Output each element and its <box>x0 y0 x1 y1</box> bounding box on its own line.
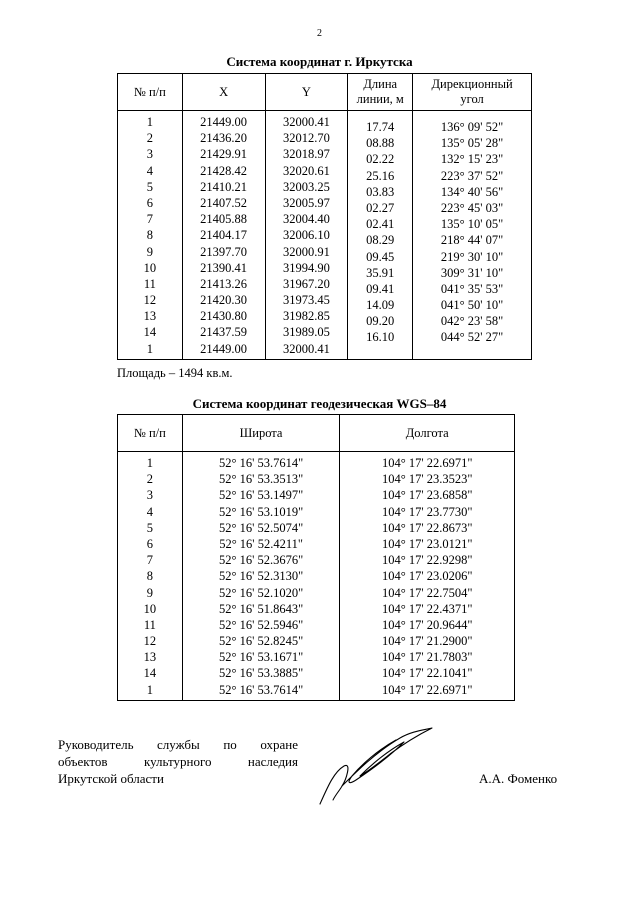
col-lon <box>340 452 515 701</box>
cell-value: 52° 16' 52.5074" <box>218 520 304 535</box>
cell-value: 2 <box>146 131 153 146</box>
cell-value: 52° 16' 53.3513" <box>218 472 304 487</box>
cell-value: 52° 16' 53.1671" <box>218 650 304 665</box>
col-x <box>182 111 265 360</box>
cell-value: 104° 17' 23.0206" <box>381 569 473 584</box>
cell-value: 3 <box>146 488 153 503</box>
col-y <box>265 111 348 360</box>
cell-value: 9 <box>146 244 153 259</box>
cell-value: 5 <box>146 179 153 194</box>
cell-value: 223° 45' 03" <box>440 200 504 215</box>
table2-header-row <box>118 415 515 452</box>
cell-value: 21449.00 <box>200 341 248 356</box>
cell-value: 02.27 <box>366 200 395 215</box>
cell-value: 104° 17' 22.6971" <box>381 682 473 697</box>
cell-value: 09.45 <box>366 249 395 264</box>
cell-value: 31967.20 <box>282 276 330 291</box>
header-angle-line1: Дирекционный <box>431 77 513 91</box>
table1-body-row <box>118 111 532 360</box>
header-lon: Долгота <box>340 415 515 452</box>
cell-value: 31989.05 <box>282 325 330 340</box>
cell-value: 1 <box>146 682 153 697</box>
cell-value: 21405.88 <box>200 212 248 227</box>
cell-value: 104° 17' 23.6858" <box>381 488 473 503</box>
wgs84-coordinates-table <box>117 414 515 701</box>
cell-value: 10 <box>143 260 157 275</box>
cell-value: 21428.42 <box>200 163 248 178</box>
cell-value: 32018.97 <box>282 147 330 162</box>
cell-value: 21436.20 <box>200 131 248 146</box>
table1-header-row <box>118 74 532 111</box>
cell-value: 21430.80 <box>200 309 248 324</box>
cell-value: 17.74 <box>366 120 395 134</box>
cell-value: 03.83 <box>366 184 395 199</box>
cell-value: 6 <box>146 536 153 551</box>
cell-value: 16.10 <box>366 330 395 345</box>
cell-value: 5 <box>146 520 153 535</box>
col-lat <box>182 452 340 701</box>
cell-value: 104° 17' 21.2900" <box>381 634 473 649</box>
header-num: № п/п <box>118 74 183 111</box>
cell-value: 21449.00 <box>200 115 248 129</box>
header-lat: Широта <box>182 415 340 452</box>
cell-value: 8 <box>146 228 153 243</box>
cell-value: 32012.70 <box>282 131 330 146</box>
cell-value: 8 <box>146 569 153 584</box>
cell-value: 52° 16' 52.1020" <box>218 585 304 600</box>
cell-value: 32004.40 <box>282 212 330 227</box>
cell-value: 104° 17' 23.3523" <box>381 472 473 487</box>
cell-value: 31994.90 <box>282 260 330 275</box>
cell-value: 7 <box>146 212 153 227</box>
cell-value: 21429.91 <box>200 147 248 162</box>
cell-value: 136° 09' 52" <box>440 120 504 134</box>
cell-value: 09.41 <box>366 281 395 296</box>
cell-value: 21390.41 <box>200 260 248 275</box>
cell-value: 21407.52 <box>200 195 248 210</box>
col-num <box>118 111 183 360</box>
cell-value: 52° 16' 53.7614" <box>218 682 304 697</box>
cell-value: 218° 44' 07" <box>440 233 504 248</box>
header-x: X <box>182 74 265 111</box>
cell-value: 309° 31' 10" <box>440 265 504 280</box>
cell-value: 3 <box>146 147 153 162</box>
cell-value: 32000.41 <box>282 115 330 129</box>
cell-value: 35.91 <box>366 265 395 280</box>
cell-value: 9 <box>146 585 153 600</box>
cell-value: 132° 15' 23" <box>440 152 504 167</box>
cell-value: 08.88 <box>366 136 395 151</box>
cell-value: 31982.85 <box>282 309 330 324</box>
cell-value: 32006.10 <box>282 228 330 243</box>
cell-value: 104° 17' 22.1041" <box>381 666 473 681</box>
cell-value: 02.22 <box>366 152 395 167</box>
cell-value: 13 <box>143 309 157 324</box>
cell-value: 21420.30 <box>200 293 248 308</box>
cell-value: 52° 16' 53.7614" <box>218 456 304 470</box>
table2-title: Система координат геодезическая WGS–84 <box>192 396 447 411</box>
cell-value: 14 <box>143 325 157 340</box>
cell-value: 32000.91 <box>282 244 330 259</box>
cell-value: 104° 17' 23.0121" <box>381 536 473 551</box>
cell-value: 10 <box>143 601 157 616</box>
signatory-name: А.А. Фоменко <box>479 771 558 786</box>
irkutsk-coordinates-table <box>117 73 532 360</box>
signatory-line3: Иркутской области <box>58 771 164 786</box>
cell-value: 52° 16' 52.3676" <box>218 553 304 568</box>
cell-value: 2 <box>146 472 153 487</box>
cell-value: 041° 35' 53" <box>440 281 504 296</box>
signatory-title <box>58 736 298 787</box>
cell-value: 7 <box>146 553 153 568</box>
cell-value: 134° 40' 56" <box>440 184 504 199</box>
cell-value: 31973.45 <box>282 293 330 308</box>
cell-value: 104° 17' 20.9644" <box>381 617 473 632</box>
cell-value: 104° 17' 21.7803" <box>381 650 473 665</box>
header-angle <box>413 74 532 111</box>
cell-value: 21410.21 <box>200 179 248 194</box>
cell-value: 52° 16' 53.3885" <box>218 666 304 681</box>
header-y: Y <box>265 74 348 111</box>
cell-value: 12 <box>143 293 157 308</box>
cell-value: 1 <box>146 115 153 129</box>
cell-value: 13 <box>143 650 157 665</box>
signatory-line2: объектов культурного наследия <box>58 754 298 769</box>
cell-value: 21437.59 <box>200 325 248 340</box>
cell-value: 52° 16' 52.5946" <box>218 617 304 632</box>
page-number: 2 <box>317 28 322 39</box>
cell-value: 4 <box>146 163 153 178</box>
cell-value: 104° 17' 22.9298" <box>381 553 473 568</box>
cell-value: 135° 10' 05" <box>440 217 504 232</box>
cell-value: 52° 16' 51.8643" <box>218 601 304 616</box>
header-length-line2: линии, м <box>356 92 404 106</box>
area-text: Площадь – 1494 кв.м. <box>117 366 233 380</box>
cell-value: 042° 23' 58" <box>440 314 504 329</box>
cell-value: 02.41 <box>366 217 395 232</box>
cell-value: 25.16 <box>366 168 395 183</box>
cell-value: 21413.26 <box>200 276 248 291</box>
cell-value: 52° 16' 52.4211" <box>219 536 303 551</box>
header-length-line1: Длина <box>363 77 398 91</box>
cell-value: 11 <box>143 617 156 632</box>
header-length <box>348 74 413 111</box>
cell-value: 041° 50' 10" <box>440 298 504 313</box>
cell-value: 104° 17' 23.7730" <box>381 504 473 519</box>
cell-value: 52° 16' 53.1497" <box>218 488 304 503</box>
cell-value: 52° 16' 53.1019" <box>218 504 304 519</box>
cell-value: 32000.41 <box>282 341 330 356</box>
cell-value: 32020.61 <box>282 163 330 178</box>
col-length <box>348 111 413 360</box>
table1-title: Система координат г. Иркутска <box>226 54 413 69</box>
cell-value: 6 <box>146 195 153 210</box>
signatory-line1: Руководитель службы по охране <box>58 737 298 752</box>
cell-value: 09.20 <box>366 314 395 329</box>
cell-value: 104° 17' 22.8673" <box>381 520 473 535</box>
cell-value: 104° 17' 22.7504" <box>381 585 473 600</box>
col-num <box>118 452 183 701</box>
cell-value: 08.29 <box>366 233 395 248</box>
cell-value: 044° 52' 27" <box>440 330 504 345</box>
cell-value: 14 <box>143 666 157 681</box>
cell-value: 219° 30' 10" <box>440 249 504 264</box>
cell-value: 32005.97 <box>282 195 330 210</box>
cell-value: 12 <box>143 634 157 649</box>
cell-value: 1 <box>146 456 153 470</box>
cell-value: 11 <box>143 276 156 291</box>
cell-value: 14.09 <box>366 298 395 313</box>
cell-value: 135° 05' 28" <box>440 136 504 151</box>
table2-body-row <box>118 452 515 701</box>
cell-value: 52° 16' 52.3130" <box>218 569 304 584</box>
cell-value: 104° 17' 22.4371" <box>381 601 473 616</box>
col-angle <box>413 111 532 360</box>
cell-value: 21397.70 <box>200 244 248 259</box>
header-num: № п/п <box>118 415 183 452</box>
cell-value: 21404.17 <box>200 228 248 243</box>
cell-value: 52° 16' 52.8245" <box>218 634 304 649</box>
cell-value: 223° 37' 52" <box>440 168 504 183</box>
handwritten-signature <box>316 724 436 806</box>
cell-value: 4 <box>146 504 153 519</box>
header-angle-line2: угол <box>460 92 484 106</box>
cell-value: 104° 17' 22.6971" <box>381 456 473 470</box>
cell-value: 1 <box>146 341 153 356</box>
cell-value: 32003.25 <box>282 179 330 194</box>
